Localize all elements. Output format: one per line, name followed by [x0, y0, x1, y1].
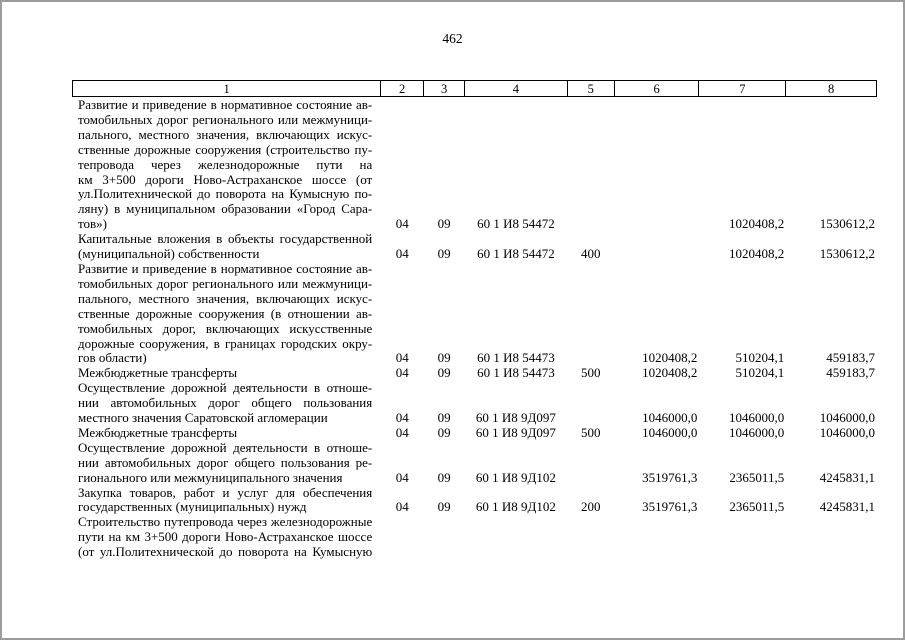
amount-year3-cell: 1530612,2	[819, 216, 875, 232]
amount-year1-cell: 3519761,3	[642, 499, 698, 515]
amount-year1-cell: 1046000,0	[642, 424, 698, 440]
header-cell-1: 1	[73, 81, 381, 96]
expense-name-cell	[73, 98, 381, 232]
expense-name-line: ул.Политехнической до поворота на Кумысную по-	[78, 186, 373, 202]
amount-year3-cell: 4245831,1	[819, 469, 875, 485]
expense-name-line: нии автомобильных дорог общего пользования ре-	[78, 454, 373, 470]
amount-year2-cell: 1046000,0	[728, 424, 785, 440]
amount-year2-cell: 510204,1	[735, 365, 785, 381]
expense-name-line: Осуществление дорожной деятельности в отноше-	[78, 439, 373, 455]
target-code-cell: 60 1 И8 9Д097	[475, 424, 556, 440]
expense-name-cell	[73, 366, 381, 381]
expense-name-line: томобильных дорог регионального или межмуници-	[78, 111, 373, 127]
expense-type-cell: 500	[580, 365, 601, 381]
table-body	[72, 98, 877, 560]
expense-name-line: км 3+500 дороги Ново-Астраханское шоссе (от	[78, 171, 373, 187]
expense-name-cell	[73, 381, 381, 426]
table-row	[73, 366, 876, 381]
header-cell-6: 6	[615, 81, 700, 96]
razdel-cell: 04	[395, 469, 409, 485]
expense-name-line: пути на км 3+500 дороги Ново-Астраханское шоссе	[78, 529, 373, 545]
amount-year2-cell: 1046000,0	[728, 410, 785, 426]
expense-name-line: томобильных дорог, включающих искусственные	[78, 320, 373, 336]
razdel-cell: 04	[395, 365, 409, 381]
amount-year3-cell: 4245831,1	[819, 499, 875, 515]
expense-name-cell	[73, 515, 381, 560]
table-row	[73, 486, 876, 516]
podrazdel-cell: 09	[437, 424, 451, 440]
amount-year1-cell: 1046000,0	[642, 410, 698, 426]
amount-year2-cell: 1020408,2	[728, 216, 785, 232]
razdel-cell: 04	[395, 424, 409, 440]
podrazdel-cell: 09	[437, 350, 451, 366]
header-cell-5: 5	[568, 81, 615, 96]
razdel-cell: 04	[395, 350, 409, 366]
table-row	[73, 381, 876, 426]
razdel-cell: 04	[395, 246, 409, 262]
amount-year3-cell: 459183,7	[826, 350, 875, 366]
expense-name-line: тепровода через железнодорожные пути на	[78, 156, 373, 172]
podrazdel-cell: 09	[437, 216, 451, 232]
expense-name-line: ственные дорожные сооружения (строительство пу-	[78, 141, 373, 157]
expense-name-line: (от ул.Политехнической до поворота на Кумысную	[78, 544, 373, 560]
budget-table	[72, 80, 877, 560]
target-code-cell: 60 1 И8 54473	[477, 350, 555, 366]
expense-name-line: Строительство путепровода через железнодорожные	[78, 514, 373, 530]
expense-name-line: государственных (муниципальных) нужд	[78, 499, 307, 515]
target-code-cell: 60 1 И8 9Д102	[475, 499, 556, 515]
expense-name-line: ственные дорожные сооружения (в отношении ав-	[78, 305, 373, 321]
expense-name-line: Закупка товаров, работ и услуг для обеспечения	[78, 484, 373, 500]
expense-name-line: гов области)	[78, 350, 147, 366]
table-row	[73, 515, 876, 560]
amount-year1-cell: 3519761,3	[642, 469, 698, 485]
expense-name-line: ляну) в муниципальном образовании «Город Сара-	[78, 201, 373, 217]
podrazdel-cell: 09	[437, 365, 451, 381]
razdel-cell: 04	[395, 216, 409, 232]
expense-type-cell: 500	[580, 424, 601, 440]
table-row	[73, 426, 876, 441]
amount-year3-cell: 459183,7	[826, 365, 875, 381]
podrazdel-cell: 09	[437, 499, 451, 515]
expense-name-line: Развитие и приведение в нормативное состояние ав-	[78, 260, 373, 276]
amount-year2-cell: 2365011,5	[729, 499, 785, 515]
expense-name-line: томобильных дорог регионального или межмуници-	[78, 275, 373, 291]
amount-year3-cell: 1046000,0	[819, 424, 875, 440]
header-cell-3: 3	[424, 81, 465, 96]
target-code-cell: 60 1 И8 9Д102	[475, 469, 556, 485]
table-header-row	[72, 80, 877, 97]
podrazdel-cell: 09	[437, 410, 451, 426]
page-number: 462	[442, 31, 463, 46]
amount-year3-cell: 1530612,2	[819, 246, 875, 262]
expense-name-cell	[73, 262, 381, 366]
target-code-cell: 60 1 И8 54473	[477, 365, 555, 381]
table-row	[73, 262, 876, 366]
table-row	[73, 98, 876, 232]
razdel-cell: 04	[395, 410, 409, 426]
amount-year2-cell: 510204,1	[735, 350, 785, 366]
podrazdel-cell: 09	[437, 469, 451, 485]
expense-name-line: Капитальные вложения в объекты государственной	[78, 231, 373, 247]
target-code-cell: 60 1 И8 54472	[477, 216, 555, 232]
target-code-cell: 60 1 И8 9Д097	[475, 410, 556, 426]
expense-type-cell: 400	[580, 246, 601, 262]
expense-name-line: Межбюджетные трансферты	[78, 365, 238, 381]
amount-year2-cell: 1020408,2	[728, 246, 785, 262]
expense-type-cell: 200	[580, 499, 601, 515]
amount-year3-cell: 1046000,0	[819, 410, 875, 426]
podrazdel-cell: 09	[437, 246, 451, 262]
header-cell-2: 2	[381, 81, 424, 96]
table-row	[73, 232, 876, 262]
expense-name-line: пального, местного значения, включающих искус-	[78, 126, 373, 142]
expense-name-line: нии автомобильных дорог общего пользования	[78, 395, 373, 411]
amount-year1-cell: 1020408,2	[642, 365, 698, 381]
amount-year1-cell: 1020408,2	[642, 350, 698, 366]
expense-name-line: Осуществление дорожной деятельности в отноше-	[78, 380, 373, 396]
expense-name-line: тов»)	[78, 216, 107, 232]
expense-name-cell	[73, 232, 381, 262]
expense-name-cell	[73, 426, 381, 441]
target-code-cell: 60 1 И8 54472	[477, 246, 555, 262]
expense-name-line: гионального или межмуниципального значения	[78, 469, 343, 485]
expense-name-line: (муниципальной) собственности	[78, 246, 260, 262]
amount-year2-cell: 2365011,5	[729, 469, 785, 485]
header-cell-4: 4	[465, 81, 568, 96]
table-row	[73, 441, 876, 486]
expense-name-cell	[73, 486, 381, 516]
expense-name-line: пального, местного значения, включающих искус-	[78, 290, 373, 306]
expense-name-cell	[73, 441, 381, 486]
expense-name-line: дорожные сооружения, в границах городских окру-	[78, 335, 373, 351]
expense-name-line: местного значения Саратовской агломерации	[78, 410, 328, 426]
expense-name-line: Межбюджетные трансферты	[78, 424, 238, 440]
header-cell-7: 7	[699, 81, 786, 96]
header-cell-8: 8	[828, 81, 835, 96]
razdel-cell: 04	[395, 499, 409, 515]
expense-name-line: Развитие и приведение в нормативное состояние ав-	[78, 97, 373, 112]
